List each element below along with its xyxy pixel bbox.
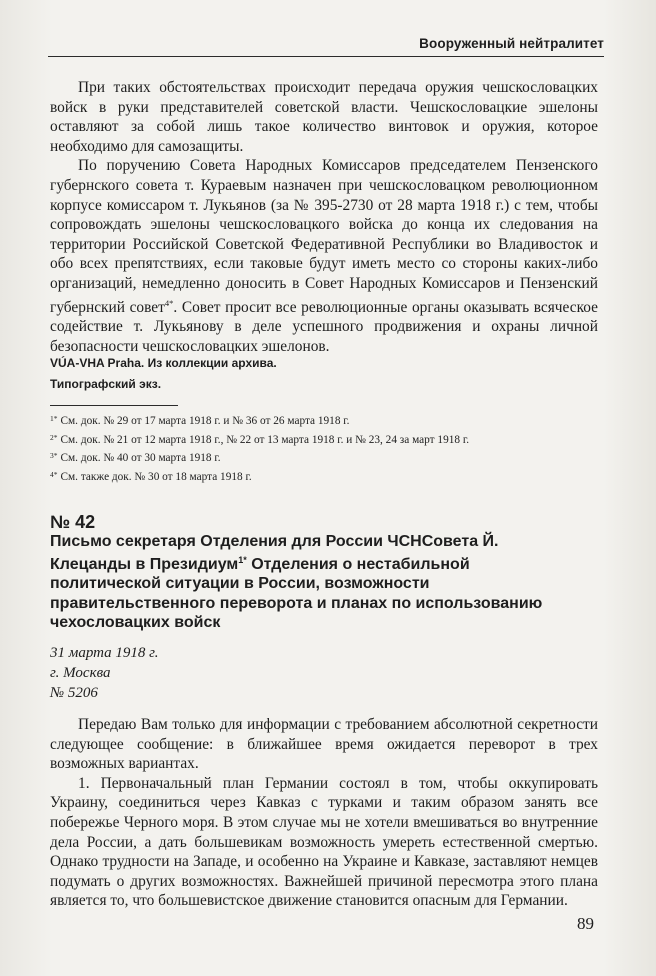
footnote-text: См. док. № 21 от 12 марта 1918 г., № 22 от 13 марта 1918 г. и № 23, 24 за март 1918 г. (60, 433, 470, 446)
letter-paragraph-2: 1. Первоначальный план Германии состоял в том, чтобы оккупировать Украину, соединиться через Кавказ с турками и таким образом занять все побережье Черного моря. В этом случае мы не хотели вмешиваться во внутренние дела России, а дать большевикам возможность умереть естественной смертью. Однако трудности на Западе, и особенно на Украине и Кавказе, заставляют немцев подумать о других возможностях. Важнейшей причиной пересмотра этого плана является то, что большевистское движение становится опасным для Германии. (50, 774, 598, 910)
letter-text (50, 715, 598, 911)
document-number: № 42 (50, 512, 96, 532)
footnote (50, 411, 469, 430)
footnote-text: См. док. № 29 от 17 марта 1918 г. и № 36 от 26 марта 1918 г. (60, 415, 350, 427)
footnote-mark: 3* (50, 451, 58, 461)
document-reg-number: № 5206 (50, 685, 98, 701)
footnote-ref: 4* (164, 297, 174, 308)
running-head: Вооруженный нейтралитет (419, 36, 604, 51)
archive-source: VÚA-VHA Praha. Из коллекции архива. (50, 356, 277, 370)
page-number: 89 (577, 914, 594, 933)
footnote-mark: 1* (50, 414, 58, 423)
footnote-rule (50, 405, 178, 406)
intro-text (50, 78, 598, 356)
letter-paragraph-1: Передаю Вам только для информации с требованием абсолютной секретности следующее сообщение: в ближайшее время ожидается переворот в трех возможных вариантах. (50, 716, 598, 773)
footnote (50, 448, 469, 467)
footnote (50, 467, 469, 486)
document-title (50, 532, 570, 632)
document-title-part-1: Письмо секретаря Отделения для России ЧСНСовета Й. Клецанды в Президиум (50, 533, 499, 574)
footnote (50, 430, 469, 449)
document-place: г. Москва (50, 665, 111, 681)
footnote-mark: 2* (50, 432, 58, 442)
footnote-text: См. также док. № 30 от 18 марта 1918 г. (60, 470, 252, 483)
intro-paragraph-2-tail: . Совет просит все революционные органы оказывать всяческое содействие т. Лукьянову в деле успешного продвижения и охраны личной безопасности чешскословацких эшелонов. (50, 298, 598, 355)
footnote-mark: 4* (50, 469, 58, 479)
document-title-part-2: Отделения о нестабильной политической ситуации в России, возможности правительственного переворота и планах по использованию чехословацких войск (50, 556, 543, 631)
footnotes (50, 411, 469, 485)
intro-paragraph-1: При таких обстоятельствах происходит передача оружия чешскословацких войск в руки представителей советской власти. Чешскословацкие эшелоны оставляют за собой лишь такое количество винтовок и оружия, которое необходимо для самозащиты. (50, 79, 598, 155)
title-footnote-ref: 1* (238, 555, 247, 566)
footnote-text: См. док. № 40 от 30 марта 1918 г. (60, 452, 221, 465)
copy-type: Типографский экз. (50, 377, 162, 391)
header-rule (48, 56, 604, 57)
intro-paragraph-2-text: По поручению Совета Народных Комиссаров председателем Пензенского губернского совета т. Кураевым назначен при чешскословацком революционном корпусе комиссаром т. Лукьянов (за № 395-2730 от 28 марта 1918 г.) с тем, чтобы сопровождать эшелоны чешскословацкого войска до конца их следования на территории Российской Советской Федеративной Республики во Владивосток и обо всех препятствиях, если таковые будут иметь место со стороны каких-либо организаций, немедленно доносить в Совет Народных Комиссаров и Пензенский губернский совет (50, 157, 598, 316)
document-date: 31 марта 1918 г. (50, 645, 159, 661)
intro-paragraph-2 (50, 156, 598, 356)
